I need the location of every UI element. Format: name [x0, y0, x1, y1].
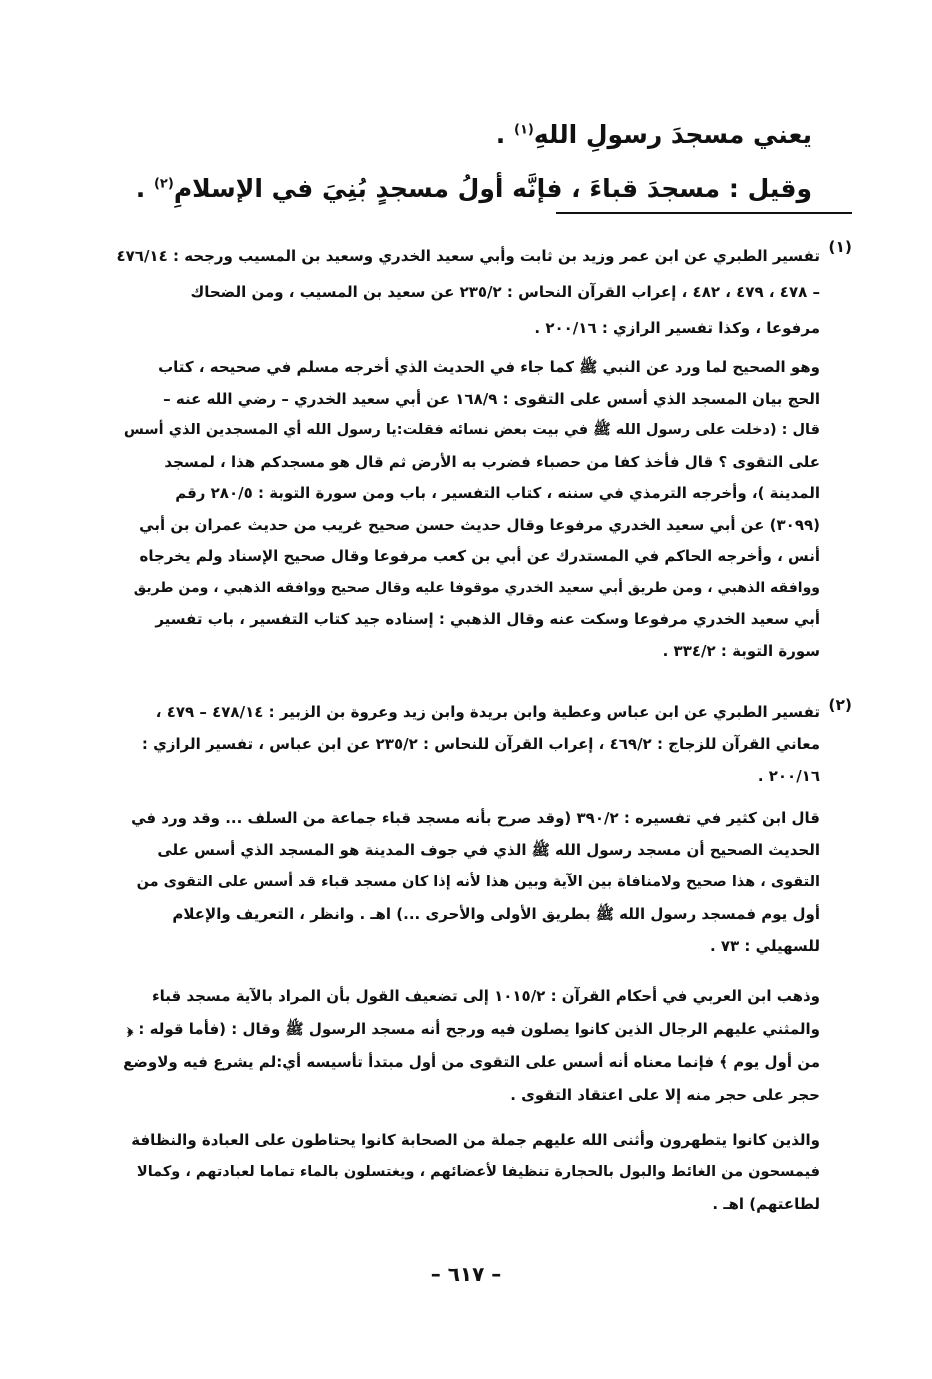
commentary-line: أول يوم فمسجد رسول الله ﷺ بطريق الأولى والأحرى ...) اهـ . وانظر ، التعريف والإعلام	[172, 905, 820, 923]
commentary-line: ووافقه الذهبي ، ومن طريق أبي سعيد الخدري موقوفا عليه وقال صحيح ووافقه الذهبي ، ومن طريق	[133, 579, 820, 596]
commentary-line: سورة التوبة : ٣٣٤/٢ .	[662, 641, 820, 660]
commentary-line: لطاعتهم) اهـ .	[712, 1195, 820, 1213]
footnote-1-line: مرفوعا ، وكذا تفسير الرازي : ٢٠٠/١٦ .	[534, 319, 820, 337]
commentary-line: على التقوى ؟ قال فأخذ كفا من حصباء فضرب به الأرض ثم قال هو مسجدكم هذا ، لمسجد	[164, 452, 820, 471]
commentary-line: الحديث الصحيح أن مسجد رسول الله ﷺ الذي في جوف المدينة هو المسجد الذي أسس على	[157, 841, 820, 859]
footnote-1-line: – ٤٧٨ ، ٤٧٩ ، ٤٨٢ ، إعراب القرآن النحاس : ٢٣٥/٢ عن سعيد بن المسيب ، ومن الضحاك	[190, 283, 820, 301]
commentary-line: الحج بيان المسجد الذي أسس على التقوى : ١٦٨/٩ عن أبي سعيد الخدري – رضي الله عنه –	[163, 389, 820, 408]
footnote-separator	[556, 212, 852, 214]
commentary-line: حجر على حجر منه إلا على اعتقاد التقوى .	[510, 1086, 820, 1104]
commentary-line: والمثني عليهم الرجال الذين كانوا يصلون فيه ورجح أنه مسجد الرسول ﷺ وقال : (فأما قوله : ﴿	[127, 1020, 820, 1038]
footnote-2	[90, 696, 820, 792]
footnote-2-commentary-3	[120, 1124, 820, 1220]
main-line-2-end: .	[135, 174, 154, 203]
commentary-line: (٣٠٩٩) عن أبي سعيد الخدري مرفوعا وقال حديث حسن صحيح غريب من حديث عمران بن أبي	[139, 515, 820, 534]
commentary-line: والذين كانوا يتطهرون وأثنى الله عليهم جملة من الصحابة كانوا يحتاطون على العبادة والنظافة	[131, 1131, 820, 1149]
commentary-line: من أول يوم ﴾ فإنما معناه أنه أسس على التقوى من أول مبتدأ تأسيسه أي:لم يشرع فيه ولاوضع	[123, 1053, 820, 1071]
commentary-line: قال : (دخلت على رسول الله ﷺ في بيت بعض نسائه فقلت:يا رسول الله أي المسجدين الذي أسس	[123, 422, 820, 438]
footnote-1-line: تفسير الطبري عن ابن عمر وزيد بن ثابت وأبي سعيد الخدري وسعيد بن المسيب ورجحه : ٤٧٦/١٤	[116, 247, 820, 265]
commentary-line: وهو الصحيح لما ورد عن النبي ﷺ كما جاء في الحديث الذي أخرجه مسلم في صحيحه ، كتاب	[158, 358, 820, 376]
footnote-2-commentary-1	[120, 802, 820, 962]
footnote-2-commentary-2	[120, 980, 820, 1112]
page-number: – ٦١٧ –	[430, 1262, 502, 1286]
footnote-ref-1: (١)	[514, 122, 534, 138]
main-text	[112, 108, 812, 216]
commentary-line: قال ابن كثير في تفسيره : ٣٩٠/٢ (وقد صرح بأنه مسجد قباء جماعة من السلف ... وقد ورد في	[131, 809, 820, 827]
footnote-2-number: (٢)	[828, 696, 852, 714]
footnote-ref-2: (٢)	[153, 176, 174, 192]
footnote-2-line: معاني القرآن للزجاج : ٤٦٩/٢ ، إعراب القرآن للنحاس : ٢٣٥/٢ عن ابن عباس ، تفسير الرازي :	[141, 735, 820, 753]
commentary-line: وذهب ابن العربي في أحكام القرآن : ١٠١٥/٢ إلى تضعيف القول بأن المراد بالآية مسجد قباء	[151, 987, 820, 1005]
footnote-1	[90, 238, 820, 346]
footnote-2-line: ٢٠٠/١٦ .	[757, 767, 820, 785]
commentary-line: للسهيلي : ٧٣ .	[709, 937, 820, 955]
footnote-2-line: تفسير الطبري عن ابن عباس وعطية وابن بريدة وابن زيد وعروة بن الزبير : ٤٧٨/١٤ – ٤٧٩ ،	[155, 703, 820, 721]
main-line-2	[112, 162, 812, 216]
commentary-line: أبي سعيد الخدري مرفوعا وسكت عنه وقال الذهبي : إسناده جيد كتاب التفسير ، باب تفسير	[155, 610, 820, 628]
commentary-line: فيمسحون من الغائط والبول بالحجارة تنظيفا لأعضائهم ، ويغتسلون بالماء تماما لعبادتهم ، وكمالا	[136, 1164, 820, 1180]
footnote-1-commentary	[120, 352, 820, 667]
footnote-1-number: (١)	[828, 238, 852, 256]
main-line-1-end: .	[495, 120, 514, 149]
commentary-line: أنس ، وأخرجه الحاكم في المستدرك عن أبي بن كعب مرفوعا وقال صحيح الإسناد ولم يخرجاه	[139, 547, 820, 565]
main-line-1	[112, 108, 812, 162]
commentary-line: المدينة )، وأخرجه الترمذي في سننه ، كتاب التفسير ، باب ومن سورة التوبة : ٢٨٠/٥ رقم	[175, 484, 820, 502]
main-line-2-text: وقيل : مسجدَ قباءَ ، فإنَّه أولُ مسجدٍ بُنِيَ في الإسلامِ	[173, 174, 812, 203]
main-line-1-text: يعني مسجدَ رسولِ اللهِ	[533, 120, 812, 149]
commentary-line: التقوى ، هذا صحيح ولامنافاة بين الآية وبين هذا لأنه إذا كان مسجد قباء قد أسس على التقوى من	[136, 874, 820, 890]
